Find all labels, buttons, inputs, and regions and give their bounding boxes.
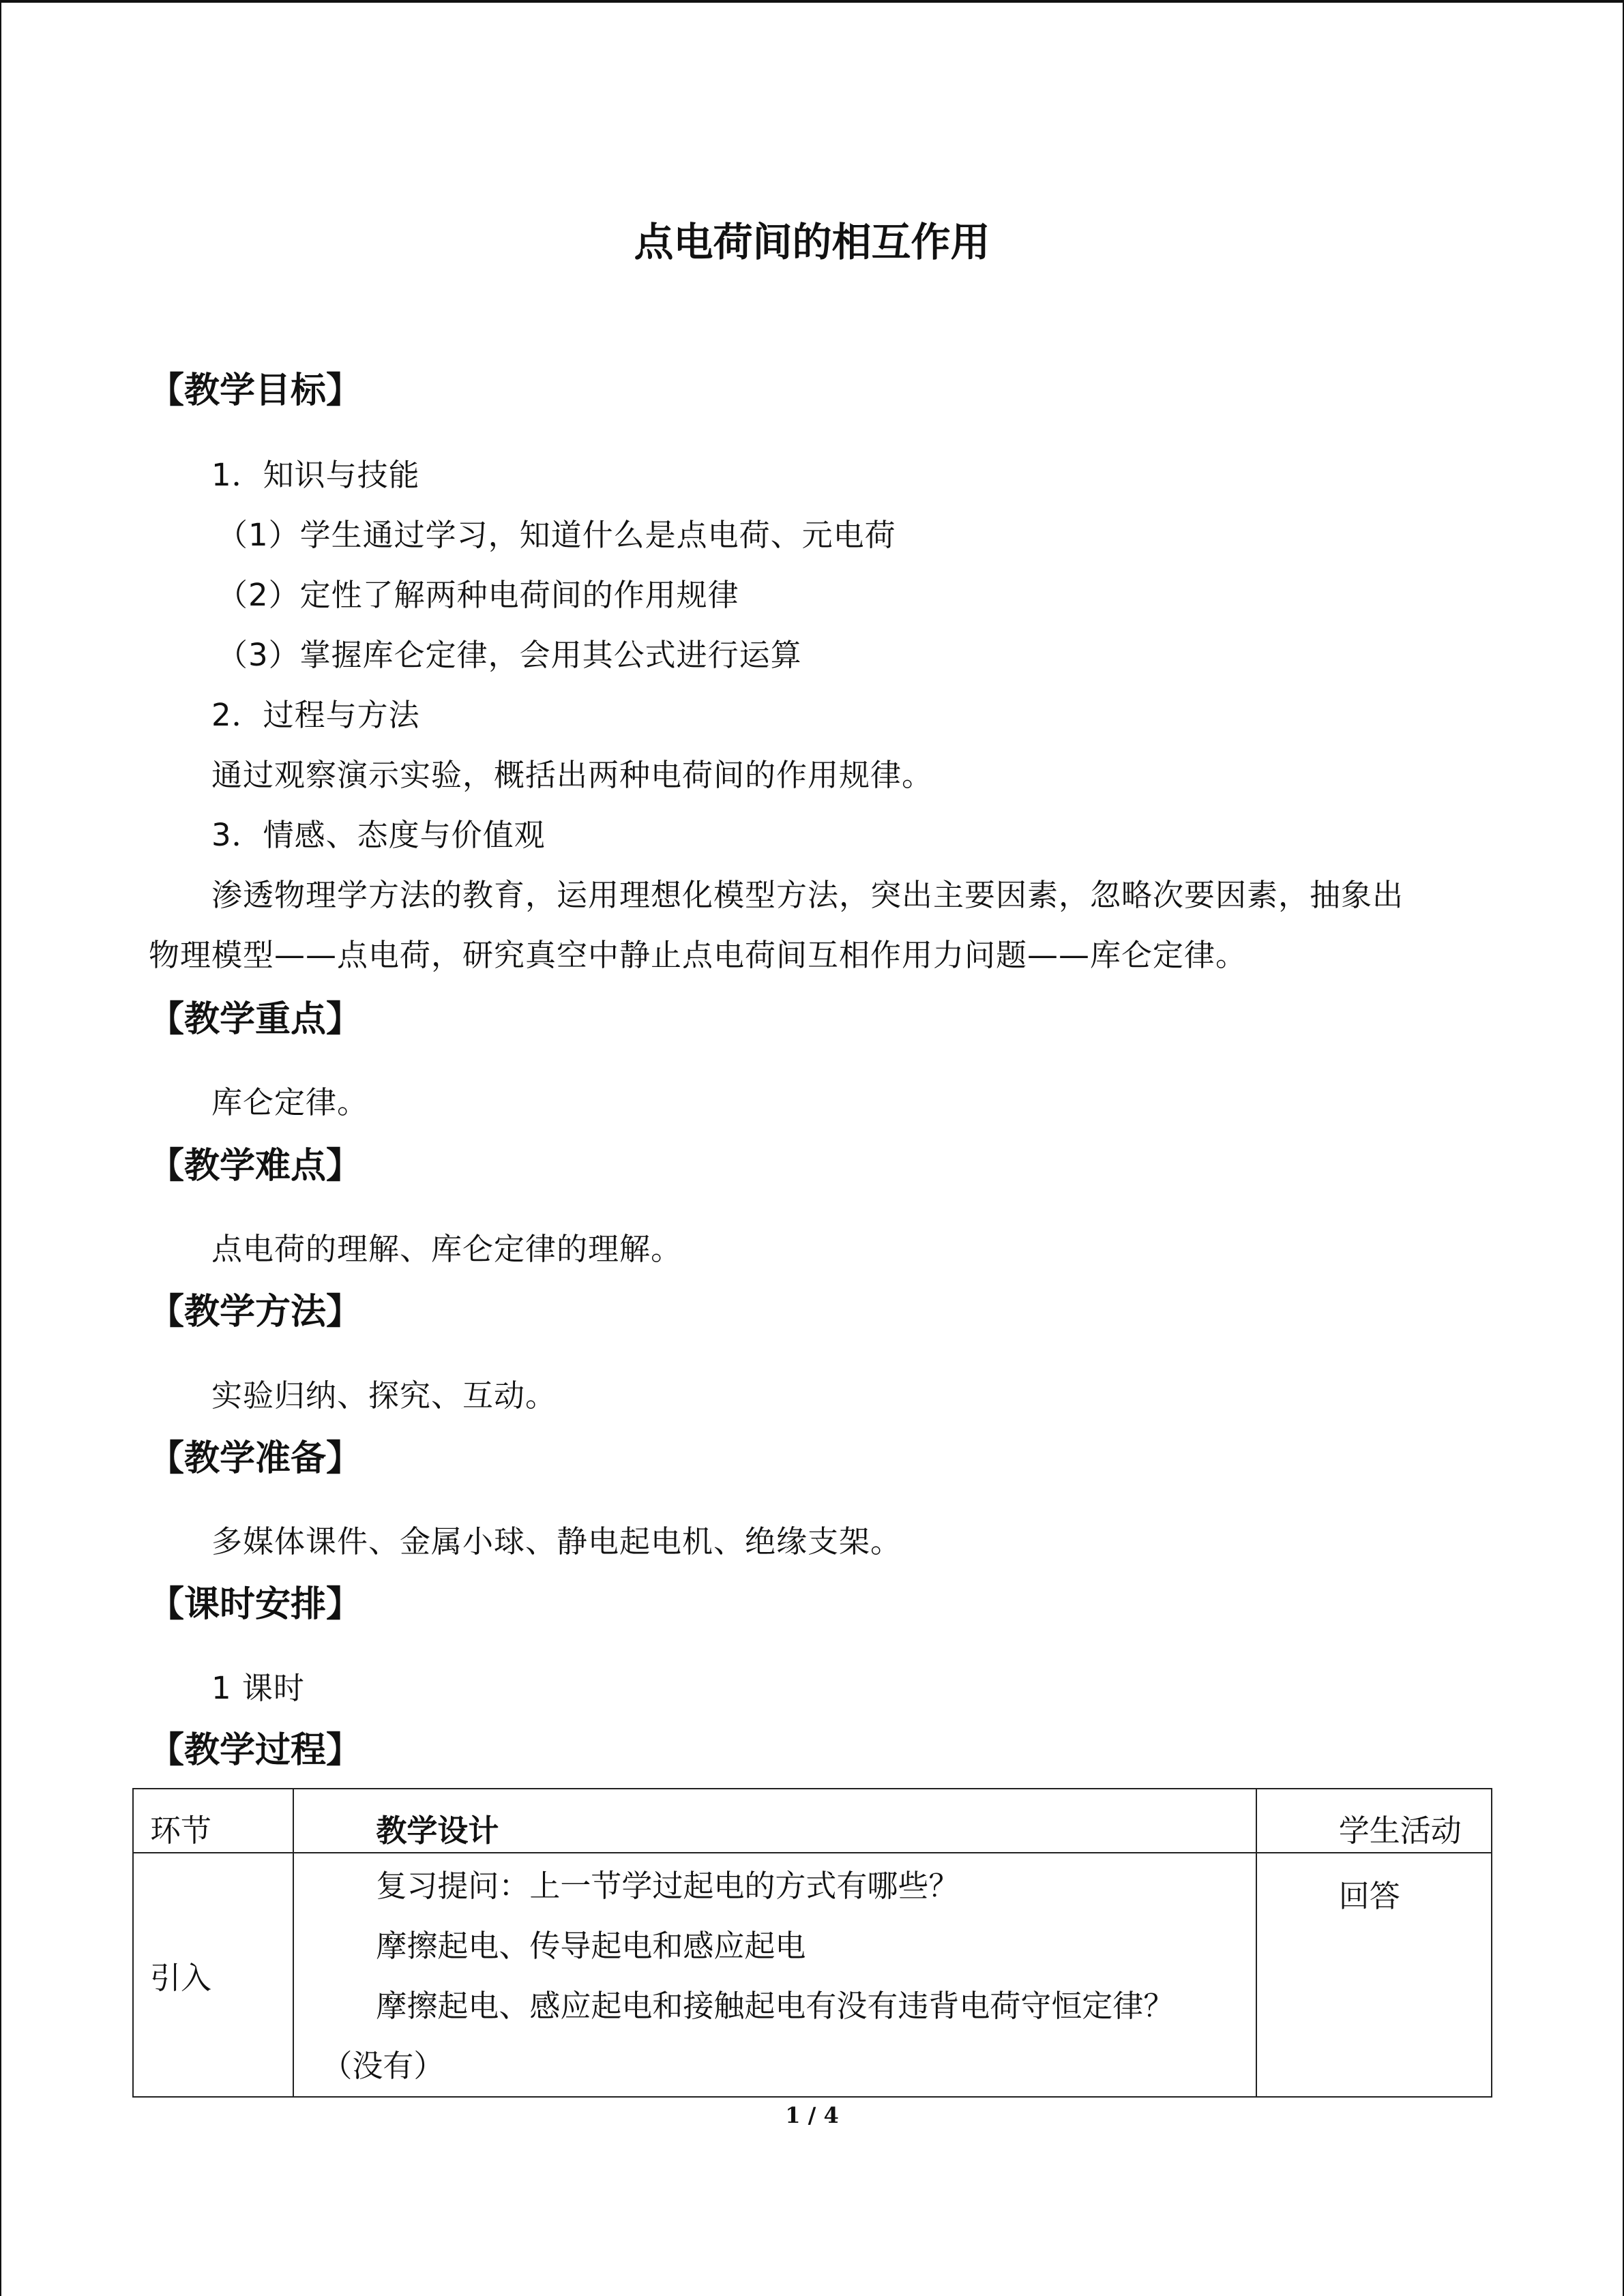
heading-methods: 【教学方法】 [149,1292,362,1332]
objective-line: （3）掌握库仑定律，会用其公式进行运算 [217,637,802,673]
stage-cell [133,1853,293,2097]
stage-label: 引入 [150,1959,212,1996]
key-points-text: 库仑定律。 [211,1084,369,1120]
activity-cell [1256,1853,1492,2097]
objective-line: 3．情感、态度与价值观 [211,817,546,853]
document-title: 点电荷间的相互作用 [634,219,990,265]
heading-schedule: 【课时安排】 [149,1584,362,1625]
page-number: 1 / 4 [785,2102,839,2128]
design-cell [293,1853,1256,2097]
objective-line: 物理模型——点电荷，研究真空中静止点电荷间互相作用力问题——库仑定律。 [149,937,1247,973]
heading-preparation: 【教学准备】 [149,1438,362,1479]
header-activity-cell [1256,1789,1492,1853]
objective-line: （2）定性了解两种电荷间的作用规律 [217,577,739,613]
design-line: 摩擦起电、传导起电和感应起电 [376,1928,806,1964]
methods-text: 实验归纳、探究、互动。 [211,1377,557,1414]
header-stage: 环节 [150,1813,212,1849]
design-line: 摩擦起电、感应起电和接触起电有没有违背电荷守恒定律？ [376,1988,1175,2024]
objective-line: （1）学生通过学习，知道什么是点电荷、元电荷 [217,517,896,553]
activity-text: 回答 [1338,1878,1400,1914]
objective-line: 1．知识与技能 [211,457,420,493]
heading-objectives: 【教学目标】 [149,370,362,411]
objective-line: 通过观察演示实验，概括出两种电荷间的作用规律。 [211,757,934,793]
page-top-border [0,0,1624,3]
header-stage-cell [133,1789,293,1853]
header-design-cell [293,1789,1256,1853]
header-activity: 学生活动 [1338,1813,1462,1849]
schedule-text: 1 课时 [211,1670,305,1706]
design-line: 复习提问：上一节学过起电的方式有哪些？ [376,1868,960,1904]
design-line: （没有） [321,2048,445,2084]
header-design: 教学设计 [376,1813,499,1849]
objective-line: 2．过程与方法 [211,697,420,733]
page-left-border [0,0,1,2296]
heading-key-points: 【教学重点】 [149,999,362,1040]
difficulties-text: 点电荷的理解、库仑定律的理解。 [211,1231,683,1267]
preparation-text: 多媒体课件、金属小球、静电起电机、绝缘支架。 [211,1523,902,1560]
process-table [132,1788,1492,2098]
heading-process: 【教学过程】 [149,1730,362,1771]
heading-difficulties: 【教学难点】 [149,1146,362,1187]
objective-line: 渗透物理学方法的教育，运用理想化模型方法，突出主要因素，忽略次要因素，抽象出 [211,877,1404,913]
table-header-row [133,1789,1492,1853]
table-row [133,1853,1492,2097]
